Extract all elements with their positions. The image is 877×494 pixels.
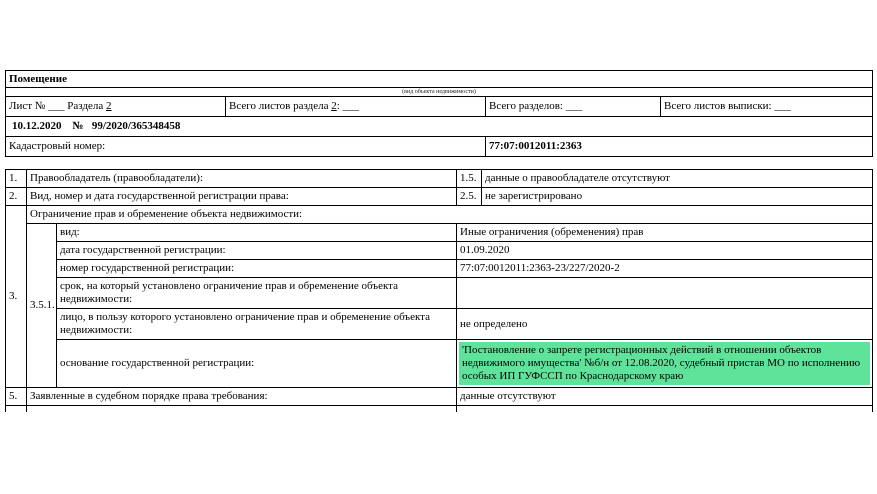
encumbrance-type-value: Иные ограничения (обременения) прав	[457, 224, 873, 242]
rights-table	[5, 169, 873, 412]
row-1-label: Правообладатель (правообладатели):	[27, 170, 457, 188]
row-1-value: данные о правообладателе отсутствуют	[482, 170, 873, 188]
cadastral-value: 77:07:0012011:2363	[486, 137, 873, 157]
date-number-cell	[6, 117, 873, 137]
sheet-no-label: Лист №	[9, 100, 46, 112]
registration-basis-label: основание государственной регистрации:	[57, 340, 457, 388]
total-sections-label: Всего разделов:	[489, 100, 563, 112]
extract-number: 99/2020/365348458	[91, 120, 181, 132]
total-sheets-section-cell	[226, 97, 486, 117]
section-value: 2	[106, 100, 112, 112]
row-5-number: 5.	[6, 388, 27, 406]
object-type: Помещение	[6, 71, 873, 88]
registration-basis-cell	[457, 340, 873, 388]
row-2-number: 2.	[6, 188, 27, 206]
term-value	[457, 278, 873, 309]
registration-date-value: 01.09.2020	[457, 242, 873, 260]
number-sign: №	[72, 120, 84, 132]
section-label: Раздела	[67, 100, 104, 112]
row-2-subnumber: 2.5.	[457, 188, 482, 206]
registration-number-value: 77:07:0012011:2363-23/227/2020-2	[457, 260, 873, 278]
term-label: срок, на который установлено ограничение прав и обременение объекта недвижимости:	[57, 278, 457, 309]
total-sheets-extract-label: Всего листов выписки:	[664, 100, 772, 112]
row-2-value: не зарегистрировано	[482, 188, 873, 206]
registration-date-label: дата государственной регистрации:	[57, 242, 457, 260]
total-sheets-extract-cell	[661, 97, 873, 117]
row-3-label: Ограничение прав и обременение объекта недвижимости:	[27, 206, 873, 224]
sheet-section-cell	[6, 97, 226, 117]
row-5-label: Заявленные в судебном порядке права требования:	[27, 388, 457, 406]
beneficiary-value: не определено	[457, 309, 873, 340]
total-sections-cell	[486, 97, 661, 117]
total-sheets-extract-value: ___	[774, 100, 791, 112]
beneficiary-label: лицо, в пользу которого установлено ограничение прав и обременение объекта недвижимости:	[57, 309, 457, 340]
total-sheets-section-tail: : ___	[336, 100, 360, 112]
total-sheets-section-label: Всего листов раздела	[229, 100, 329, 112]
total-sections-value: ___	[565, 100, 583, 112]
registration-number-label: номер государственной регистрации:	[57, 260, 457, 278]
header-table	[5, 70, 873, 157]
row-3-number: 3.	[6, 206, 27, 388]
cadastral-label: Кадастровый номер:	[6, 137, 486, 157]
encumbrance-type-label: вид:	[57, 224, 457, 242]
row-2-label: Вид, номер и дата государственной регистрации права:	[27, 188, 457, 206]
extract-date: 10.12.2020	[12, 120, 62, 132]
row-1-number: 1.	[6, 170, 27, 188]
sheet-no-value: ___	[48, 100, 65, 112]
row-1-subnumber: 1.5.	[457, 170, 482, 188]
extract-document	[5, 70, 872, 412]
total-sheets-section-value: 2	[331, 100, 337, 112]
row-3-subnumber: 3.5.1.	[27, 224, 57, 388]
row-5-value: данные отсутствуют	[457, 388, 873, 406]
registration-basis-value: 'Постановление о запрете регистрационных действий в отношении объектов недвижимого имущества' №б/н от 12.08.2020, судебный пристав МО по исполнению особых ИП ГУФССП по Краснодарскому краю	[459, 342, 870, 385]
object-type-caption: (вид объекта недвижимости)	[6, 88, 873, 97]
